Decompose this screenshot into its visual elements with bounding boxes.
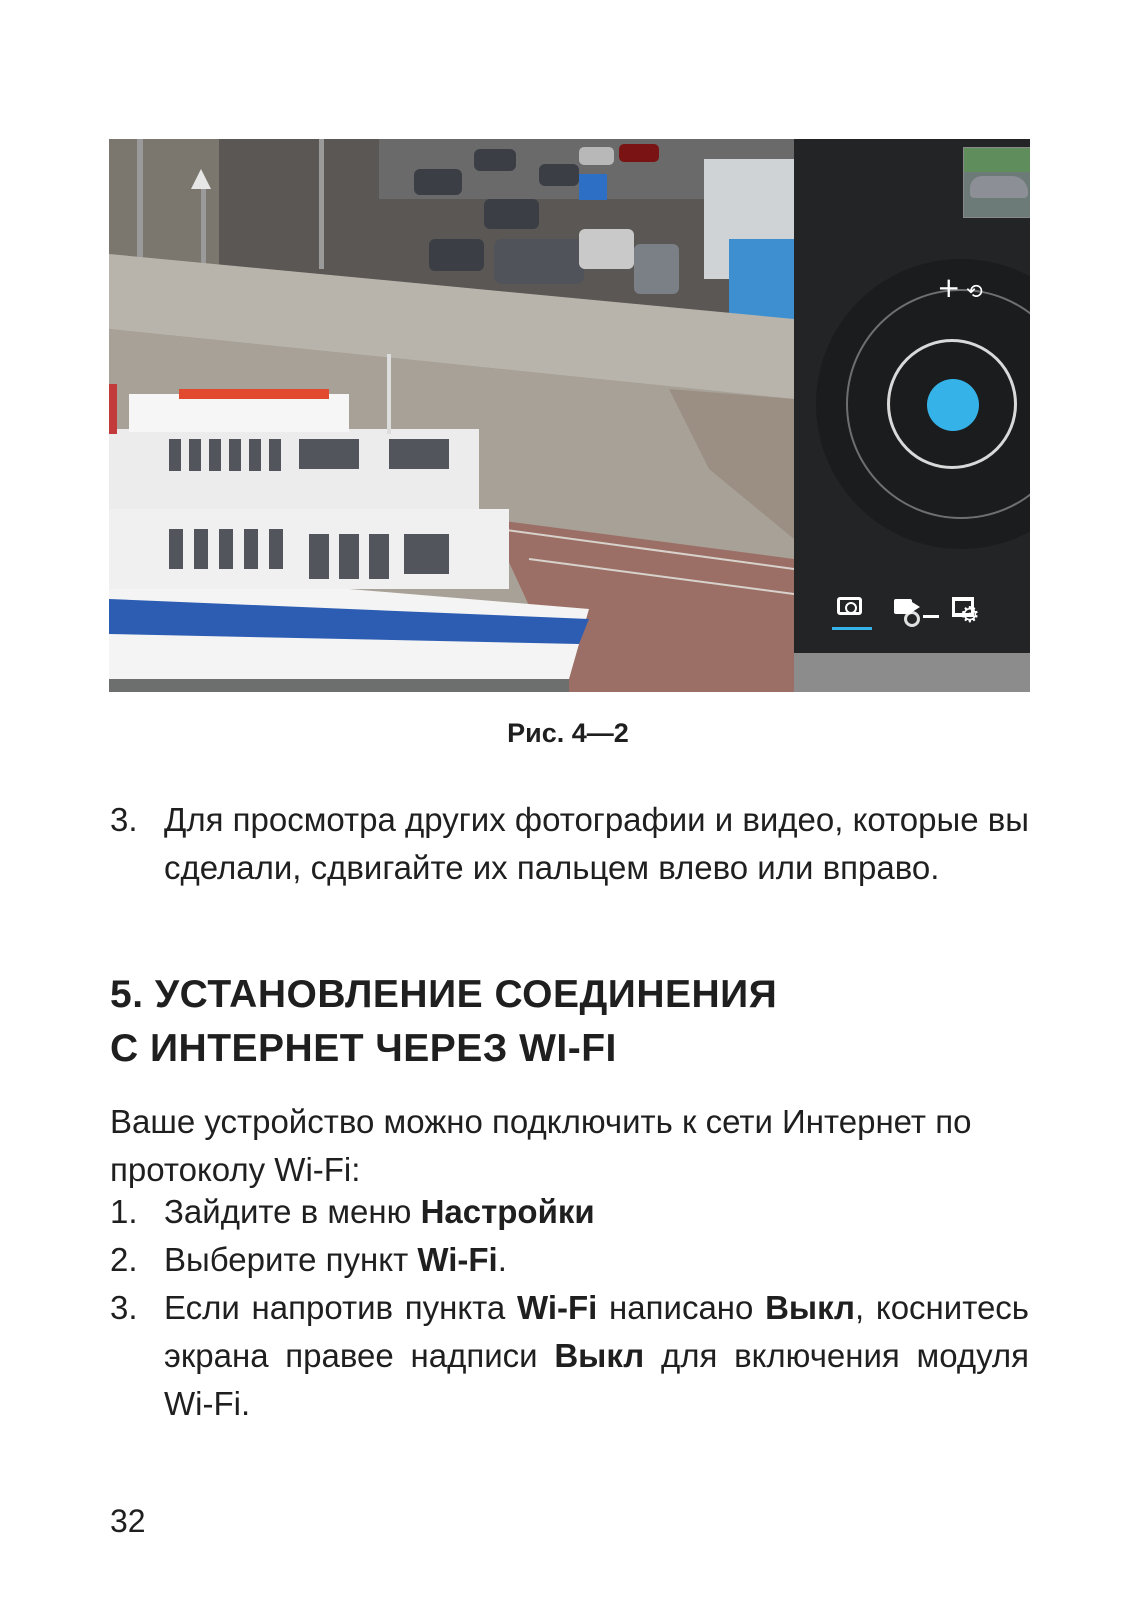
step-number: 3. (110, 801, 138, 838)
section-title (110, 968, 777, 1076)
list-item (110, 796, 1029, 892)
video-mode-icon[interactable] (894, 599, 912, 614)
settings-sliders-icon[interactable]: ⚙ (960, 603, 980, 628)
section-title-line-2: С ИНТЕРНЕТ ЧЕРЕЗ WI-FI (110, 1027, 617, 1070)
wifi-step-list (110, 1188, 1029, 1428)
list-item (110, 1236, 1029, 1284)
shutter-button[interactable] (927, 379, 979, 431)
gallery-step-list (110, 796, 1029, 892)
thumbnail-background (964, 148, 1030, 172)
step-number: 1. (110, 1193, 138, 1230)
riverside-photo (109, 139, 794, 692)
zoom-in-icon[interactable]: + (937, 271, 961, 304)
step-text: Если напротив пункта Wi-Fi написано Выкл, коснитесь экрана правее надписи Выкл для включения модуля Wi-Fi. (164, 1289, 1029, 1422)
figure-caption: Рис. 4—2 (507, 718, 629, 748)
step-text: Зайдите в меню Настройки (164, 1193, 595, 1230)
step-number: 3. (110, 1289, 138, 1326)
list-item (110, 1284, 1029, 1428)
active-mode-indicator (832, 627, 872, 630)
thumbnail-car (970, 176, 1028, 198)
camera-screenshot-figure (109, 139, 1030, 692)
step-text: Выберите пункт Wi-Fi. (164, 1241, 507, 1278)
camera-controls-panel (794, 139, 1030, 653)
step-number: 2. (110, 1241, 138, 1278)
list-item (110, 1188, 1029, 1236)
last-photo-thumbnail[interactable] (963, 147, 1030, 218)
panorama-mode-icon[interactable] (952, 597, 974, 617)
step-text: Для просмотра других фотографии и видео, которые вы сделали, сдвигайте их пальцем влево или вправо. (164, 801, 1029, 886)
photo-mode-icon[interactable] (837, 597, 862, 615)
page-number: 32 (110, 1503, 146, 1539)
section-intro: Ваше устройство можно подключить к сети Интернет по протоколу Wi-Fi: (110, 1103, 972, 1188)
zoom-out-icon[interactable] (923, 615, 939, 618)
section-title-line-1: 5. УСТАНОВЛЕНИЕ СОЕДИНЕНИЯ (110, 973, 778, 1016)
switch-camera-icon[interactable]: ⟲ (966, 279, 983, 303)
